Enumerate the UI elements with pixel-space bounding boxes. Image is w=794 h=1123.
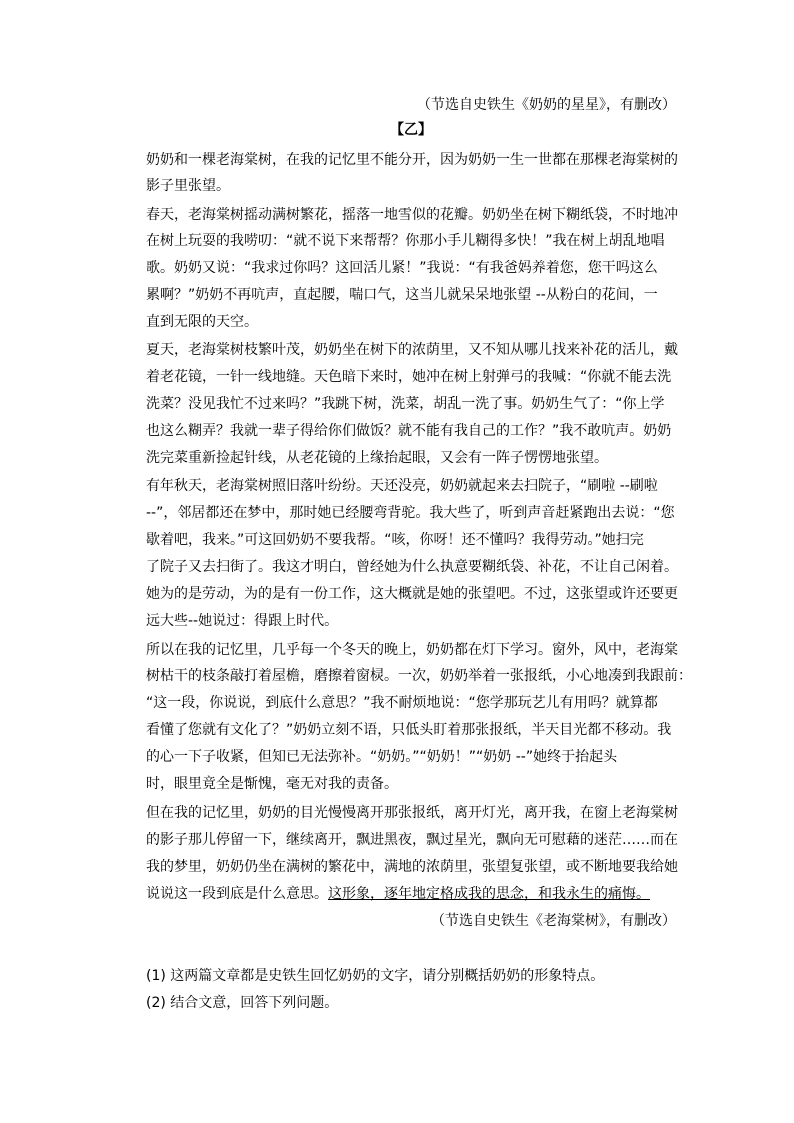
text-line: 也这么糊弄？我就一辈子得给你们做饭？就不能有我自己的工作？”我不敢吭声。奶奶 [146, 423, 672, 439]
text-line: 春天，老海棠树摇动满树繁花，摇落一地雪似的花瓣。奶奶坐在树下糊纸袋，不时地冲 [146, 207, 678, 223]
text-line: 歌。奶奶又说：“我求过你吗？这回活儿紧！”我说：“有我爸妈养着您，您干吗这么 [146, 260, 658, 276]
text-line: 时，眼里竟全是惭愧，毫无对我的责备。 [146, 776, 398, 792]
text-line: 远大些--她说过：得跟上时代。 [146, 613, 339, 629]
text-line: 的心一下子收紧，但知已无法弥补。“奶奶。”“奶奶！”“奶奶 --”她终于抬起头 [146, 749, 618, 765]
text-line: 影子里张望。 [146, 178, 230, 194]
underlined-sentence: 这形象，逐年地定格成我的思念，和我永生的痛悔。 [328, 886, 650, 902]
text-line: 了院子又去扫街了。我这才明白，曾经她为什么执意要糊纸袋、补花，不让自己闲着。 [146, 559, 678, 575]
text-line: 看懂了您就有文化了？”奶奶立刻不语，只低头盯着那张报纸，半天目光都不移动。我 [146, 722, 672, 738]
text-line: 但在我的记忆里，奶奶的目光慢慢离开那张报纸，离开灯光，离开我，在窗上老海棠树 [146, 805, 678, 821]
text-line: 我的梦里，奶奶仍坐在满树的繁花中，满地的浓荫里，张望复张望，或不断地要我给她 [146, 859, 678, 875]
text-line: “这一段，你说说，到底什么意思？”我不耐烦地说：“您学那玩艺儿有用吗？就算都 [146, 695, 658, 711]
section-title-yi: 【乙】 [390, 122, 432, 138]
text-line: 着老花镜，一针一线地缝。天色暗下来时，她冲在树上射弹弓的我喊：“你就不能去洗 [146, 369, 672, 385]
text-plain: 说说这一段到底是什么意思。 [146, 886, 328, 902]
text-line: 有年秋天，老海棠树照旧落叶纷纷。天还没亮，奶奶就起来去扫院子，“刷啦 --刷啦 [146, 478, 658, 494]
text-line: 她为的是劳动，为的是有一份工作，这大概就是她的张望吧。不过，这张望或许还要更 [146, 586, 678, 602]
source-citation-b: （节选自史铁生《老海棠树》，有删改） [431, 913, 676, 929]
text-line: 累啊？”奶奶不再吭声，直起腰，喘口气，这当儿就呆呆地张望 --从粉白的花间，一 [146, 287, 658, 303]
text-line: 洗菜？没见我忙不过来吗？”我跳下树，洗菜，胡乱一洗了事。奶奶生气了：“你上学 [146, 396, 665, 412]
text-line-last [146, 884, 676, 904]
source-citation-a: （节选自史铁生《奶奶的星星》，有删改） [417, 97, 676, 113]
text-line: 树枯干的枝条敲打着屋檐，磨擦着窗棂。一次，奶奶举着一张报纸，小心地凑到我跟前： [146, 668, 692, 684]
text-line: --”，邻居都还在梦中，那时她已经腰弯背驼。我大些了，听到声音赶紧跑出去说：“您 [146, 505, 675, 521]
text-line: 在树上玩耍的我唠叨：“就不说下来帮帮？你那小手儿糊得多快！”我在树上胡乱地唱 [146, 233, 665, 249]
question-2: (2) 结合文意，回答下列问题。 [146, 995, 339, 1011]
text-line: 夏天，老海棠树枝繁叶茂，奶奶坐在树下的浓荫里，又不知从哪儿找来补花的活儿，戴 [146, 342, 678, 358]
text-line: 直到无限的天空。 [146, 314, 258, 330]
question-1: (1) 这两篇文章都是史铁生回忆奶奶的文字，请分别概括奶奶的形象特点。 [146, 968, 605, 984]
text-line: 所以在我的记忆里，几乎每一个冬天的晚上，奶奶都在灯下学习。窗外，风中，老海棠 [146, 642, 678, 658]
text-line: 的影子那儿停留一下，继续离开，飘进黑夜，飘过星光，飘向无可慰藉的迷茫……而在 [146, 832, 678, 848]
text-line: 歇着吧，我来。”可这回奶奶不要我帮。“咳，你呀！还不懂吗？我得劳动。”她扫完 [146, 532, 644, 548]
text-line: 奶奶和一棵老海棠树，在我的记忆里不能分开，因为奶奶一生一世都在那棵老海棠树的 [146, 152, 678, 168]
text-line: 洗完菜重新捡起针线，从老花镜的上缘抬起眼，又会有一阵子愣愣地张望。 [146, 450, 608, 466]
